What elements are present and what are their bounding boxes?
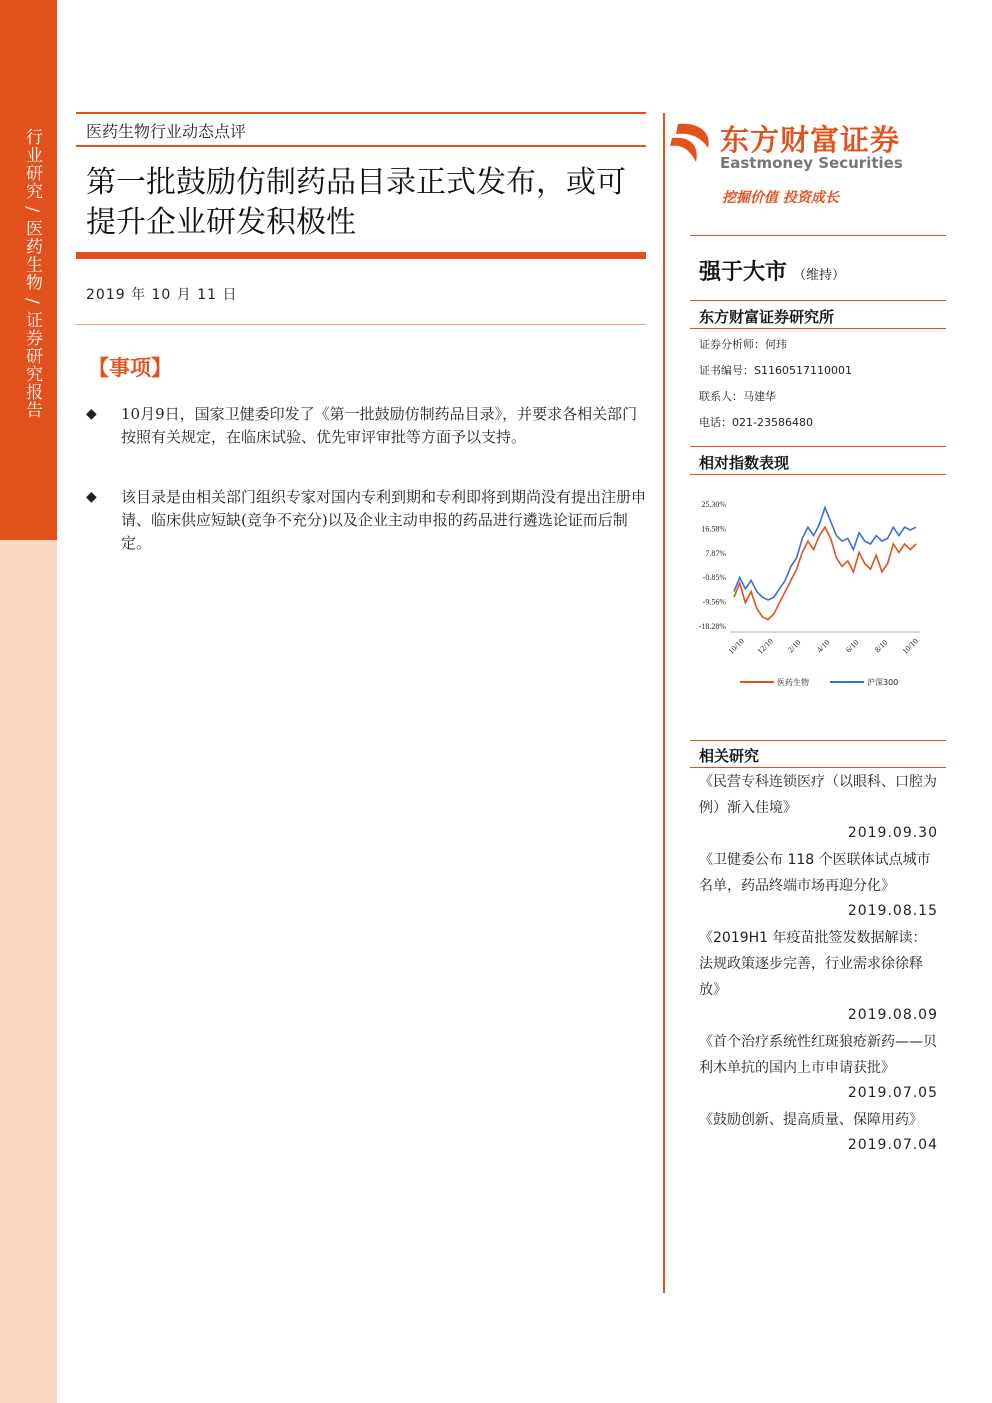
brand-name-en: Eastmoney Securities	[720, 154, 903, 172]
analyst-contact: 联系人：马建华	[699, 390, 776, 403]
related-item-date: 2019.08.15	[847, 903, 938, 919]
category-rule	[76, 145, 646, 147]
y-tick-label: 16.58%	[701, 524, 726, 534]
y-tick-label: -0.85%	[702, 573, 726, 583]
analyst-cert: 证书编号：S1160517110001	[699, 364, 852, 377]
y-tick-label: 7.87%	[705, 548, 726, 558]
x-tick-label: 2/10	[786, 638, 803, 655]
series-line-0	[734, 527, 916, 619]
rating-note: （维持）	[793, 268, 846, 283]
institute-name: 东方财富证券研究所	[699, 308, 835, 326]
report-title: 第一批鼓励仿制药品目录正式发布，或可提升企业研发积极性	[86, 165, 626, 240]
section-heading: 【事项】	[88, 355, 172, 380]
brand-slogan: 挖掘价值 投资成长	[722, 190, 839, 206]
x-tick-label: 6/10	[844, 638, 861, 655]
y-tick-label: -9.56%	[702, 597, 726, 607]
bullet-item	[86, 486, 646, 555]
eastmoney-logo-icon	[668, 118, 718, 168]
relative-index-chart	[688, 492, 928, 702]
x-tick-label: 10/10	[726, 636, 746, 656]
title-rule	[76, 252, 646, 259]
brand-name-cn: 东方财富证券	[720, 123, 901, 157]
chart-heading: 相对指数表现	[699, 454, 790, 472]
rating-top-rule	[690, 235, 946, 236]
analyst-phone: 电话：021-23586480	[699, 416, 813, 429]
top-rule	[76, 112, 646, 114]
y-tick-label: 25.30%	[701, 500, 726, 509]
related-top-rule	[690, 740, 946, 741]
related-item-title[interactable]: 《鼓励创新、提高质量、保障用药》	[699, 1112, 923, 1128]
vertical-report-label: 行业研究 / 医药生物 / 证券研究报告	[22, 128, 42, 420]
institute-bottom-rule	[690, 328, 946, 329]
x-tick-label: 10/10	[900, 636, 920, 656]
related-item-title[interactable]: 《首个治疗系统性红斑狼疮新药——贝利木单抗的国内上市申请获批》	[699, 1034, 937, 1076]
related-item-date: 2019.08.09	[847, 1007, 938, 1023]
related-item-date: 2019.07.05	[847, 1085, 938, 1101]
diamond-bullet-icon: ◆	[86, 406, 97, 422]
report-date: 2019 年 10 月 11 日	[86, 287, 238, 303]
legend-label: 医药生物	[777, 678, 809, 687]
x-tick-label: 4/10	[815, 638, 832, 655]
report-category: 医药生物行业动态点评	[86, 122, 247, 141]
date-rule	[76, 324, 646, 325]
diamond-bullet-icon: ◆	[86, 489, 97, 505]
chart-bottom-rule	[690, 474, 946, 475]
bullet-text: 10月9日，国家卫健委印发了《第一批鼓励仿制药品目录》，并要求各相关部门按照有关规定，在临床试验、优先审评审批等方面予以支持。	[121, 405, 638, 446]
bullet-item	[86, 403, 646, 449]
related-item-title[interactable]: 《卫健委公布 118 个医联体试点城市名单，药品终端市场再迎分化》	[699, 852, 931, 894]
column-divider	[663, 113, 665, 1293]
y-tick-label: -18.28%	[698, 622, 726, 631]
related-item-date: 2019.09.30	[847, 825, 938, 841]
chart-top-rule	[690, 446, 946, 447]
related-item-title[interactable]: 《2019H1 年疫苗批签发数据解读：法规政策逐步完善，行业需求徐徐释放》	[699, 930, 927, 998]
legend-label: 沪深300	[867, 678, 899, 687]
related-item-title[interactable]: 《民营专科连锁医疗（以眼科、口腔为例）渐入佳境》	[699, 774, 937, 816]
related-item-date: 2019.07.04	[847, 1137, 938, 1153]
rating	[699, 255, 845, 286]
rating-label: 强于大市	[699, 260, 788, 285]
related-heading: 相关研究	[699, 747, 760, 765]
bullet-text: 该目录是由相关部门组织专家对国内专利到期和专利即将到期尚没有提出注册申请、临床供应短缺(竞争不充分)以及企业主动申报的药品进行遴选论证而后制定。	[121, 488, 647, 552]
x-tick-label: 12/10	[755, 636, 775, 656]
institute-top-rule	[690, 300, 946, 301]
related-bottom-rule	[690, 767, 946, 768]
x-tick-label: 8/10	[873, 638, 890, 655]
series-line-1	[734, 508, 916, 600]
analyst-name: 证券分析师：何玮	[699, 338, 787, 351]
